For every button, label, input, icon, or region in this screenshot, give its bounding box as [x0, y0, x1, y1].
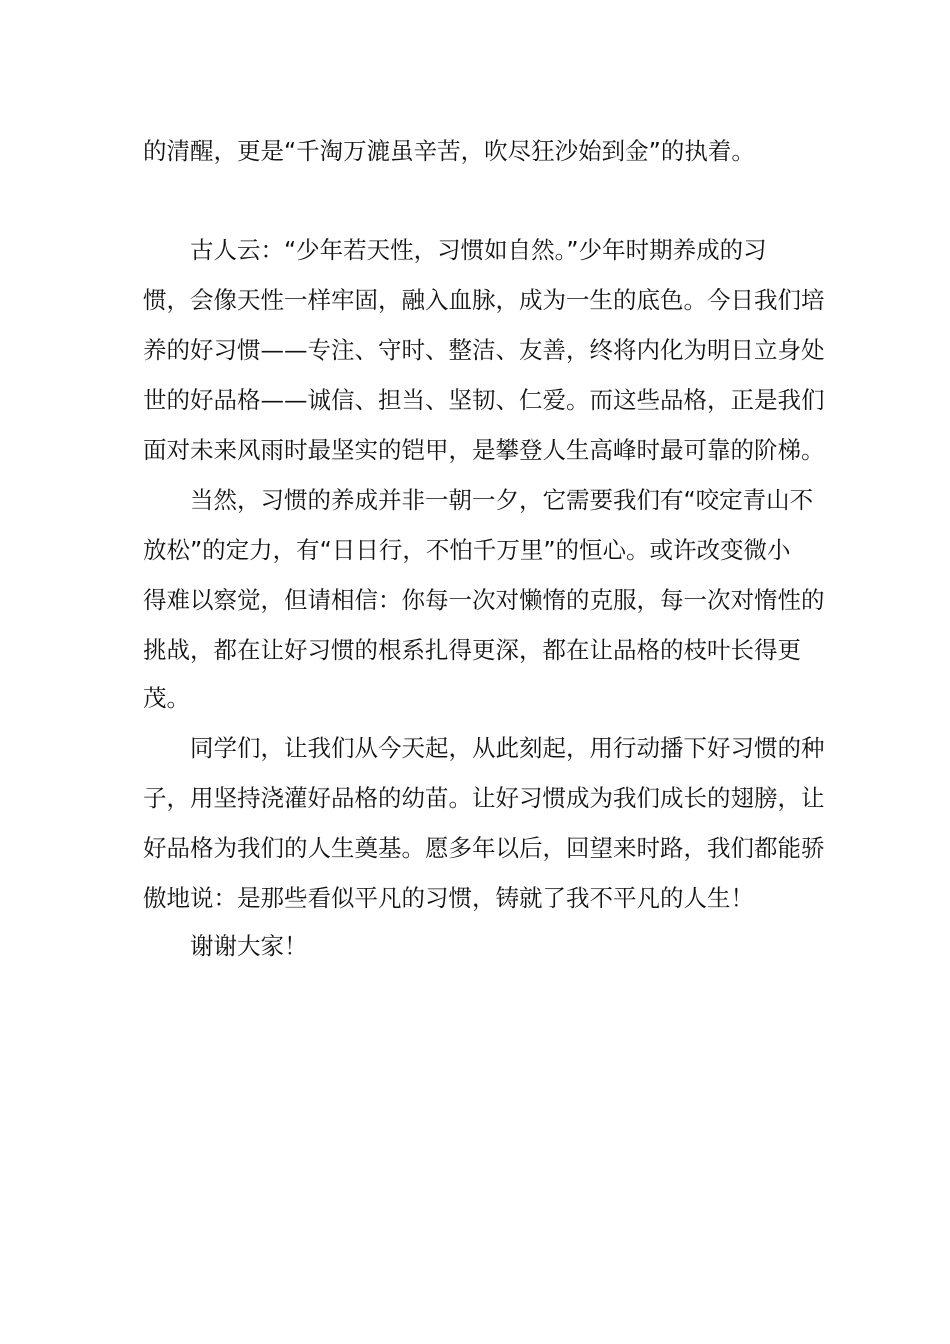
text-line: 傲地说：是那些看似平凡的习惯，铸就了我不平凡的人生！	[143, 884, 754, 912]
text-line: 茂。	[143, 684, 190, 712]
paragraph-line: 同学们，让我们从今天起，从此刻起，用行动播下好习惯的种	[190, 734, 825, 762]
text-line: 惯，会像天性一样牢固，融入血脉，成为一生的底色。今日我们培	[143, 286, 825, 314]
closing-line: 谢谢大家！	[190, 932, 308, 960]
text-line: 的清醒，更是“千淘万漉虽辛苦，吹尽狂沙始到金”的执着。	[143, 137, 755, 165]
text-line: 世的好品格——诚信、担当、坚韧、仁爱。而这些品格，正是我们	[143, 386, 825, 414]
text-line: 挑战，都在让好习惯的根系扎得更深，都在让品格的枝叶长得更	[143, 636, 801, 664]
text-line: 得难以察觉，但请相信：你每一次对懒惰的克服，每一次对惰性的	[143, 586, 825, 614]
text-line: 养的好习惯——专注、守时、整洁、友善，终将内化为明日立身处	[143, 336, 825, 364]
text-line: 好品格为我们的人生奠基。愿多年以后，回望来时路，我们都能骄	[143, 834, 825, 862]
text-line: 放松”的定力，有“日日行，不怕千万里”的恒心。或许改变微小	[143, 536, 791, 564]
text-line: 子，用坚持浇灌好品格的幼苗。让好习惯成为我们成长的翅膀，让	[143, 784, 825, 812]
text-line: 面对未来风雨时最坚实的铠甲，是攀登人生高峰时最可靠的阶梯。	[143, 436, 825, 464]
paragraph-line: 古人云：“少年若天性，习惯如自然。”少年时期养成的习	[190, 236, 767, 264]
paragraph-line: 当然，习惯的养成并非一朝一夕，它需要我们有“咬定青山不	[190, 486, 814, 514]
